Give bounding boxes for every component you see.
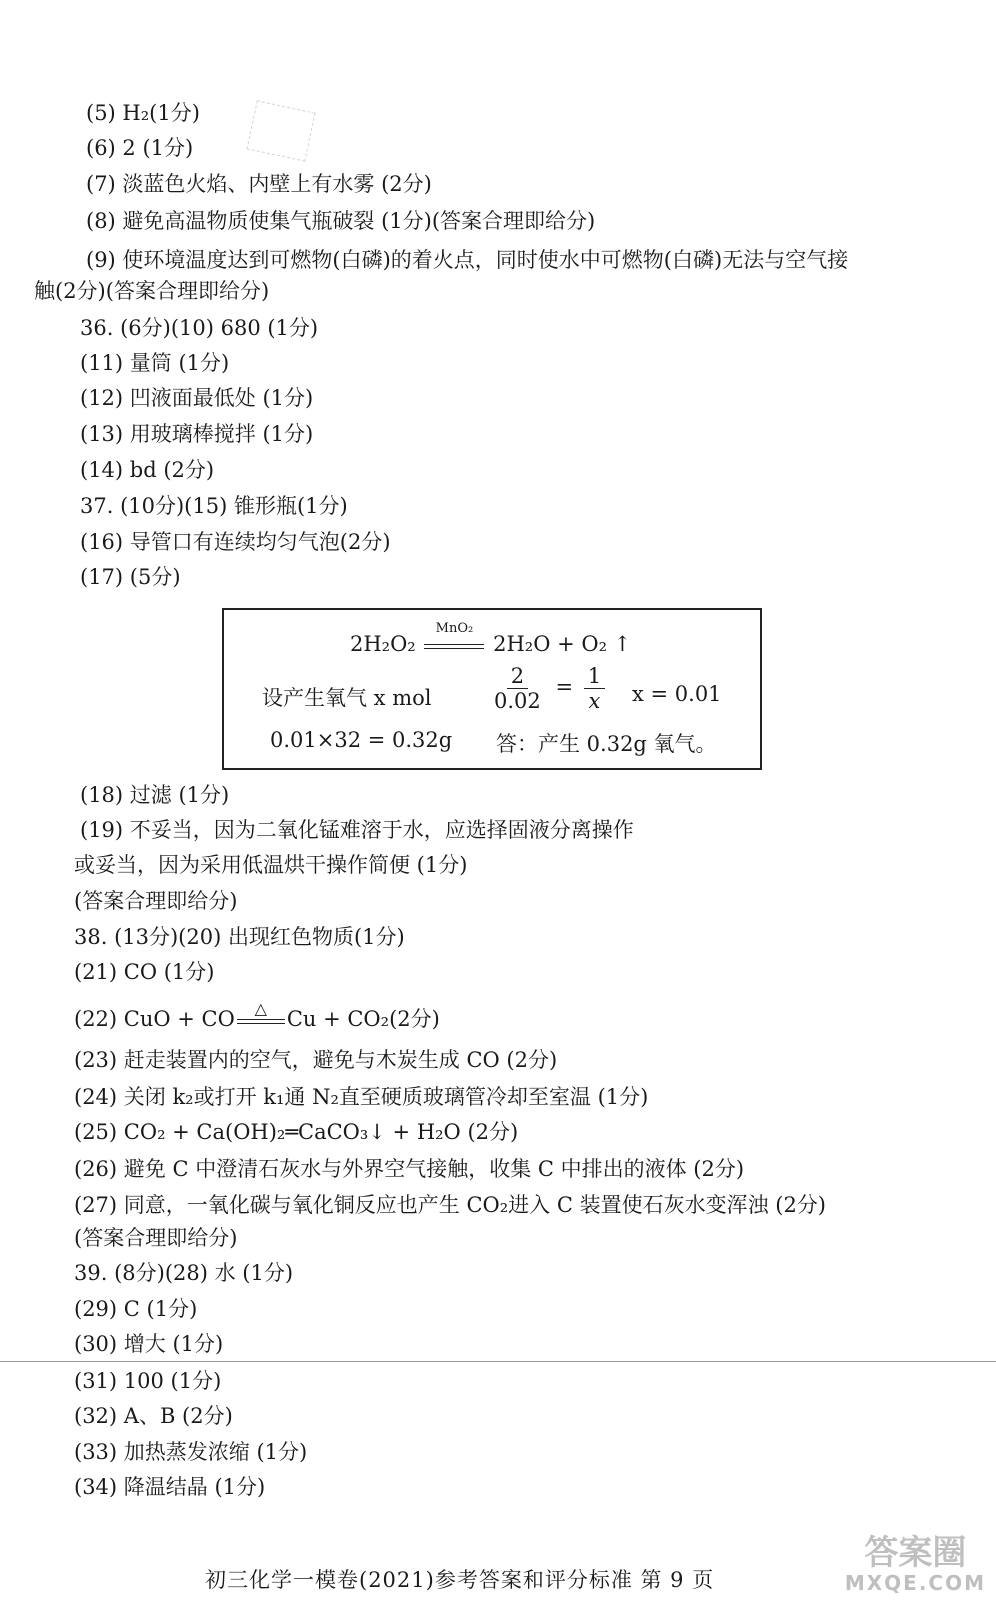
answer-line-21: (21) CO (1分) <box>74 960 215 984</box>
line22-products: Cu + CO₂(2分) <box>286 1007 440 1031</box>
fraction-left <box>490 664 545 713</box>
fraction-left-numerator: 2 <box>507 664 528 689</box>
answer-line-26: (26) 避免 C 中澄清石灰水与外界空气接触，收集 C 中排出的液体 (2分) <box>74 1157 745 1181</box>
answer-line-32: (32) A、B (2分) <box>74 1404 233 1428</box>
fraction-left-denominator: 0.02 <box>494 689 541 713</box>
answer-line-17: (17) (5分) <box>80 565 181 589</box>
heat-condition: △ <box>254 998 267 1018</box>
assumption-text: 设产生氧气 x mol <box>262 686 432 710</box>
ratio-equals: = <box>555 675 574 699</box>
fraction-right <box>584 664 605 713</box>
line22-arrow <box>235 998 287 1032</box>
solution-text: x = 0.01 <box>632 682 722 706</box>
answer-line-5: (5) H₂(1分) <box>86 101 200 125</box>
answer-line-12: (12) 凹液面最低处 (1分) <box>80 386 314 410</box>
equation-bar-top <box>424 644 484 646</box>
fraction-right-numerator: 1 <box>584 664 605 689</box>
site-watermark <box>845 1534 986 1594</box>
answer-line-9: (9) 使环境温度达到可燃物(白磷)的着火点，同时使水中可燃物(白磷)无法与空气接 <box>86 248 849 272</box>
answer-line-19-alt: 或妥当，因为采用低温烘干操作简便 (1分) <box>74 853 468 877</box>
answer-line-23: (23) 赶走装置内的空气，避免与木炭生成 CO (2分) <box>74 1048 558 1072</box>
line22-bar-top <box>237 1019 285 1021</box>
answer-line-19-note: (答案合理即给分) <box>74 889 238 913</box>
answer-line-18: (18) 过滤 (1分) <box>80 783 230 807</box>
equation-bar-bottom <box>424 648 484 650</box>
mass-calculation: 0.01×32 = 0.32g <box>270 728 453 752</box>
line22-bar-bottom <box>237 1023 285 1025</box>
equation-reactant: 2H₂O₂ <box>350 632 416 656</box>
line22-reactants: (22) CuO + CO <box>74 1007 235 1031</box>
answer-line-36: 36. (6分)(10) 680 (1分) <box>80 316 319 340</box>
answer-line-24: (24) 关闭 k₂或打开 k₁通 N₂直至硬质玻璃管冷却至室温 (1分) <box>74 1085 649 1109</box>
answer-line-8: (8) 避免高温物质使集气瓶破裂 (1分)(答案合理即给分) <box>86 209 596 233</box>
watermark-logo: 答案圈 <box>864 1533 967 1573</box>
answer-line-31: (31) 100 (1分) <box>74 1369 222 1393</box>
calculation-box <box>222 608 762 770</box>
answer-line-7: (7) 淡蓝色火焰、内壁上有水雾 (2分) <box>86 172 432 196</box>
answer-line-33: (33) 加热蒸发浓缩 (1分) <box>74 1440 308 1464</box>
answer-line-38: 38. (13分)(20) 出现红色物质(1分) <box>74 925 405 949</box>
final-answer: 答：产生 0.32g 氧气。 <box>496 732 717 756</box>
page-footer: 初三化学一模卷(2021)参考答案和评分标准 第 9 页 <box>205 1568 715 1592</box>
page-fold-line <box>0 1361 996 1362</box>
answer-line-37: 37. (10分)(15) 锥形瓶(1分) <box>80 494 348 518</box>
answer-line-6: (6) 2 (1分) <box>86 136 194 160</box>
answer-line-11: (11) 量筒 (1分) <box>80 351 230 375</box>
answer-line-14: (14) bd (2分) <box>80 458 215 482</box>
answer-line-22 <box>74 998 440 1034</box>
answer-line-16: (16) 导管口有连续均匀气泡(2分) <box>80 530 391 554</box>
ratio-equation <box>486 664 609 713</box>
answer-line-30: (30) 增大 (1分) <box>74 1332 224 1356</box>
answer-line-25: (25) CO₂ + Ca(OH)₂═CaCO₃↓ + H₂O (2分) <box>74 1120 519 1144</box>
fraction-right-denominator: x <box>588 689 601 713</box>
seal-stamp <box>246 100 315 161</box>
equation-arrow <box>422 620 486 657</box>
reaction-equation <box>350 620 632 657</box>
answer-line-9-cont: 触(2分)(答案合理即给分) <box>34 279 270 303</box>
catalyst-label: MnO₂ <box>435 620 474 636</box>
answer-line-19: (19) 不妥当，因为二氧化锰难溶于水，应选择固液分离操作 <box>80 818 634 842</box>
answer-line-34: (34) 降温结晶 (1分) <box>74 1475 266 1499</box>
equation-products: 2H₂O + O₂ ↑ <box>493 632 632 656</box>
answer-line-27-note: (答案合理即给分) <box>74 1226 238 1250</box>
answer-line-29: (29) C (1分) <box>74 1297 198 1321</box>
answer-line-39: 39. (8分)(28) 水 (1分) <box>74 1261 294 1285</box>
watermark-site: MXQE.COM <box>844 1571 986 1595</box>
answer-line-27: (27) 同意，一氧化碳与氧化铜反应也产生 CO₂进入 C 装置使石灰水变浑浊 (2分) <box>74 1193 826 1217</box>
answer-line-13: (13) 用玻璃棒搅拌 (1分) <box>80 422 314 446</box>
